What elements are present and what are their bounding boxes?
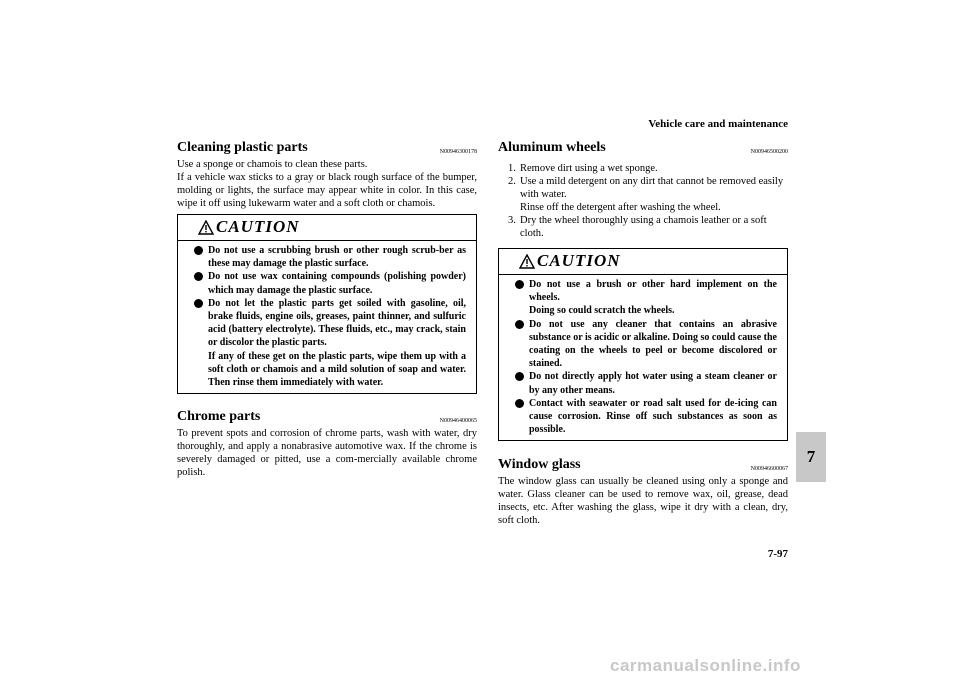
caution-item bbox=[515, 370, 777, 396]
window-code: N00946600067 bbox=[750, 466, 788, 473]
bullet-dot-icon bbox=[194, 246, 203, 255]
list-item bbox=[498, 162, 788, 175]
caution-item bbox=[515, 318, 777, 371]
caution-header bbox=[499, 249, 787, 275]
caution-box-plastic bbox=[177, 214, 477, 394]
left-column bbox=[177, 138, 477, 479]
caution-item-text: Do not use wax containing compounds (polishing powder) which may damage the plastic surface. bbox=[208, 271, 466, 296]
aluminum-heading: Aluminum wheels bbox=[498, 140, 606, 155]
caution-title: CAUTION bbox=[216, 217, 300, 236]
aluminum-heading-row bbox=[498, 138, 788, 156]
bullet-dot-icon bbox=[515, 280, 524, 289]
step-text: Rinse off the detergent after washing the wheel. bbox=[520, 202, 721, 213]
list-item bbox=[498, 214, 788, 240]
caution-item bbox=[194, 270, 466, 296]
bullet-dot-icon bbox=[515, 372, 524, 381]
caution-item bbox=[194, 297, 466, 350]
right-column bbox=[498, 138, 788, 527]
warning-triangle-icon bbox=[198, 220, 214, 235]
watermark: carmanualsonline.info bbox=[610, 656, 801, 675]
list-item bbox=[498, 175, 788, 201]
page-number: 7-97 bbox=[767, 548, 788, 560]
section-tab-number: 7 bbox=[806, 447, 816, 466]
bullet-dot-icon bbox=[194, 272, 203, 281]
warning-triangle-icon bbox=[519, 254, 535, 269]
caution-box-wheels bbox=[498, 248, 788, 441]
caution-item-text: Do not let the plastic parts get soiled with gasoline, oil, brake fluids, engine oils, greases, paint thinner, and sulfuric acid (battery electrolyte). These fluids, etc., may crack, stain or discolor the plastic parts. bbox=[208, 297, 466, 349]
step-number: 3. bbox=[508, 215, 516, 226]
chrome-heading-row bbox=[177, 407, 477, 425]
caution-item bbox=[515, 397, 777, 437]
step-number: 2. bbox=[508, 176, 516, 187]
chrome-code: N00946400065 bbox=[439, 418, 477, 425]
step-text: Remove dirt using a wet sponge. bbox=[520, 163, 658, 174]
caution-item-text: Do not use a brush or other hard implement on the wheels. bbox=[529, 279, 777, 304]
chrome-para: To prevent spots and corrosion of chrome parts, wash with water, dry thoroughly, and apply a nonabrasive automotive wax. If the chrome is severely damaged or pitted, use a com-mercially available chrome polish. bbox=[177, 428, 477, 479]
section-tab bbox=[796, 432, 826, 482]
caution-item-text: Do not use any cleaner that contains an abrasive substance or is acidic or alkaline. Doing so could cause the coating on the wheels to peel or become discolored or stained. bbox=[529, 318, 777, 370]
running-header: Vehicle care and maintenance bbox=[648, 118, 788, 130]
window-heading-row bbox=[498, 455, 788, 473]
bullet-dot-icon bbox=[194, 299, 203, 308]
window-para: The window glass can usually be cleaned using only a sponge and water. Glass cleaner can be used to remove wax, oil, grease, dead insects, etc. After washing the glass, wipe it dry with a clean, dry, soft cloth. bbox=[498, 476, 788, 527]
caution-item-text: Do not directly apply hot water using a steam cleaner or by any other means. bbox=[529, 371, 777, 396]
plastic-code: N00946300178 bbox=[439, 149, 477, 155]
caution-body bbox=[499, 275, 787, 440]
caution-body bbox=[178, 241, 476, 393]
bullet-dot-icon bbox=[515, 320, 524, 329]
plastic-para-1: Use a sponge or chamois to clean these parts. bbox=[177, 159, 368, 170]
step-text: Use a mild detergent on any dirt that cannot be removed easily with water. bbox=[520, 176, 784, 200]
chrome-heading: Chrome parts bbox=[177, 409, 261, 425]
caution-header bbox=[178, 215, 476, 241]
caution-title: CAUTION bbox=[537, 251, 621, 270]
plastic-para-2: If a vehicle wax sticks to a gray or black rough surface of the bumper, molding or lights, the surface may appear white in color. In this case, wipe it off using lukewarm water and a soft cloth or chamois. bbox=[177, 172, 477, 209]
aluminum-code: N00946500200 bbox=[750, 149, 788, 155]
caution-item bbox=[515, 278, 777, 304]
list-item bbox=[498, 201, 788, 214]
bullet-dot-icon bbox=[515, 399, 524, 408]
plastic-heading: Cleaning plastic parts bbox=[177, 140, 308, 155]
aluminum-steps bbox=[498, 162, 788, 240]
step-text: Dry the wheel thoroughly using a chamois leather or a soft cloth. bbox=[520, 215, 767, 239]
caution-item-text: Contact with seawater or road salt used for de-icing can cause corrosion. Rinse off such substances as soon as possible. bbox=[529, 397, 777, 436]
caution-item-text: Do not use a scrubbing brush or other rough scrub-ber as these may damage the plastic surface. bbox=[208, 245, 466, 270]
plastic-heading-row bbox=[177, 138, 477, 156]
window-heading: Window glass bbox=[498, 457, 581, 473]
caution-item-continuation: Doing so could scratch the wheels. bbox=[529, 305, 675, 317]
caution-continuation: If any of these get on the plastic parts, wipe them up with a soft cloth or chamois and a mild solution of soap and water. Then rinse them immediately with water. bbox=[208, 350, 466, 389]
caution-item bbox=[194, 244, 466, 270]
step-number: 1. bbox=[508, 163, 516, 174]
